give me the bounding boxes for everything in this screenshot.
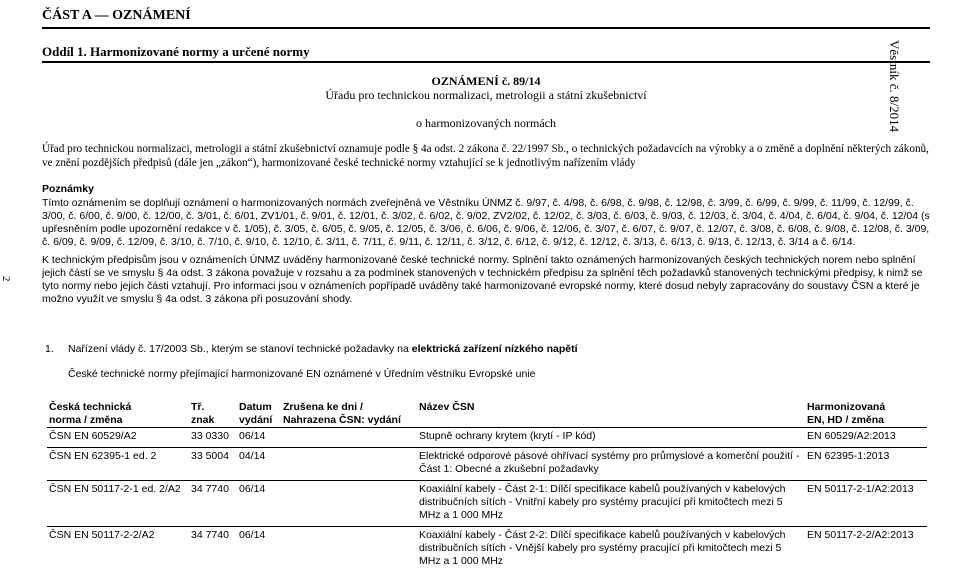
page-number: 2 — [0, 276, 12, 282]
notice-issuer: Úřadu pro technickou normalizaci, metrologii a státní zkušebnictví — [325, 88, 647, 102]
standards-table — [47, 401, 927, 572]
cell-date: 06/14 — [237, 527, 281, 573]
cell-code: ČSN EN 50117-2-2/A2 — [47, 527, 189, 573]
table-row — [47, 448, 927, 481]
cell-date: 06/14 — [237, 428, 281, 448]
cell-harmonized: EN 62395-1:2013 — [805, 448, 927, 481]
subsection-title: Oddíl 1. Harmonizované normy a určené normy — [42, 44, 310, 59]
col-header-name: Název ČSN — [419, 401, 475, 413]
table-header-row — [47, 401, 927, 428]
regulation-subtitle: České technické normy přejímající harmonizované EN oznámené v Úředním věstníku Evropské unie — [68, 368, 536, 380]
table-row — [47, 481, 927, 527]
cell-date: 06/14 — [237, 481, 281, 527]
col-header-harmonized: Harmonizovaná EN, HD / změna — [807, 401, 886, 426]
cell-name: Koaxiální kabely - Část 2-1: Dílčí specifikace kabelů používaných v kabelových distribučních sítích - Vnitřní kabely pro systémy pracující při kmitočtech mezi 5 MHz a 1 000 MHz — [417, 481, 805, 527]
cell-class: 33 5004 — [189, 448, 237, 481]
cell-class: 33 0330 — [189, 428, 237, 448]
cell-name: Stupně ochrany krytem (krytí - IP kód) — [417, 428, 805, 448]
harmonized-paragraph: K technickým předpisům jsou v oznámeních ÚNMZ uváděny harmonizované české technické normy. Splnění takto oznámených harmonizovaných českých technických norem nebo splnění jejich částí se ve smyslu § 4a odst. 3 zákona považuje v rozsahu a za podmínek stanovených v technickém předpisu za splnění těch požadavků stanovených technickými předpisy, k nimž se tyto normy nebo jejich části vztahují. Pro informaci jsou v oznámeních popřípadě uváděny také harmonizované evropské normy, které dosud nebyly zapracovány do soustavy ČSN a které je možno využít ve smyslu § 4a odst. 3 zákona při posuzování shody. — [42, 254, 923, 305]
cell-replaced — [281, 428, 417, 448]
cell-code: ČSN EN 62395-1 ed. 2 — [47, 448, 189, 481]
journal-side-label: Věstník č. 8/2014 — [887, 40, 902, 133]
intro-paragraph: Úřad pro technickou normalizaci, metrologii a státní zkušebnictví oznamuje podle § 4a odst. 2 zákona č. 22/1997 Sb., o technických požadavcích na výrobky a o změně a doplnění některých zákonů, ve znění pozdějších předpisů (dále jen „zákon“), harmonizované české technické normy vztahující se k jednotlivým nařízením vlády — [42, 143, 929, 169]
cell-date: 04/14 — [237, 448, 281, 481]
header-rule-bottom — [42, 61, 930, 63]
regulation-subject: elektrická zařízení nízkého napětí — [411, 343, 578, 355]
regulation-line — [68, 343, 928, 356]
cell-harmonized: EN 50117-2-1/A2:2013 — [805, 481, 927, 527]
col-header-date: Datum vydání — [239, 401, 273, 426]
regulation-text: Nařízení vlády č. 17/2003 Sb., kterým se stanoví technické požadavky na — [68, 343, 412, 355]
notes-heading: Poznámky — [42, 183, 94, 195]
cell-replaced — [281, 448, 417, 481]
table-row — [47, 428, 927, 448]
table-row — [47, 527, 927, 573]
section-title: ČÁST A — OZNÁMENÍ — [42, 8, 191, 23]
cell-code: ČSN EN 50117-2-1 ed. 2/A2 — [47, 481, 189, 527]
col-header-class: Tř. znak — [191, 401, 215, 426]
cell-name: Elektrické odporové pásové ohřívací systémy pro průmyslové a komerční použití - Část 1: Obecné a zkušební požadavky — [417, 448, 805, 481]
regulation-number: 1. — [45, 343, 54, 355]
col-header-code: Česká technická norma / změna — [49, 401, 132, 426]
header-rule-top — [42, 27, 930, 29]
cell-replaced — [281, 527, 417, 573]
cell-class: 34 7740 — [189, 527, 237, 573]
cell-class: 34 7740 — [189, 481, 237, 527]
cell-harmonized: EN 60529/A2:2013 — [805, 428, 927, 448]
notice-subject: o harmonizovaných normách — [416, 116, 556, 130]
notice-title: OZNÁMENÍ č. 89/14 — [431, 74, 541, 88]
cell-replaced — [281, 481, 417, 527]
col-header-replaced: Zrušena ke dni / Nahrazena ČSN: vydání — [283, 401, 401, 426]
notes-text: Tímto oznámením se doplňují oznámení o harmonizovaných normách zveřejněná ve Věstníku ÚNMZ č. 9/97, č. 4/98, č. 6/98, č. 9/98, č. 12/98, č. 3/99, č. 6/99, č. 9/99, č. 11/99, č. 12/99, č. 3/00, č. 6/00, č. 9/00, č. 12/00, č. 3/01, č. 6/01, ZV1/01, č. 9/01, č. 12/01, č. 3/02, č. 6/02, č. 9/02, ZV2/02, č. 12/02, č. 3/03, č. 6/03, č. 9/03, č. 12/03, č. 3/04, č. 4/04, č. 6/04, č. 9/04, č. 12/04 (s upřesněním podle upozornění redakce v č. 1/05), č. 3/05, č. 6/05, č. 9/05, č. 12/05, č. 3/06, č. 6/06, č. 9/06, č. 12/06, č. 3/07, č. 6/07, č. 9/07, č. 12/07, č. 3/08, č. 6/08, č. 9/08, č. 12/08, č. 3/09, č. 6/09, č. 9/09, č. 12/09, č. 3/10, č. 7/10, č. 9/10, č. 12/10, č. 3/11, č. 7/11, č. 9/11, č. 12/11, č. 3/12, č. 6/12, č. 9/12, č. 12/12, č. 3/13, č. 6/13, č. 9/13, č. 12/13, č. 3/14 a č. 6/14. — [42, 197, 930, 248]
cell-code: ČSN EN 60529/A2 — [47, 428, 189, 448]
cell-name: Koaxiální kabely - Část 2-2: Dílčí specifikace kabelů používaných v kabelových distribučních sítích - Vnější kabely pro systémy pracující při kmitočtech mezi 5 MHz a 1 000 MHz — [417, 527, 805, 573]
cell-harmonized: EN 50117-2-2/A2:2013 — [805, 527, 927, 573]
